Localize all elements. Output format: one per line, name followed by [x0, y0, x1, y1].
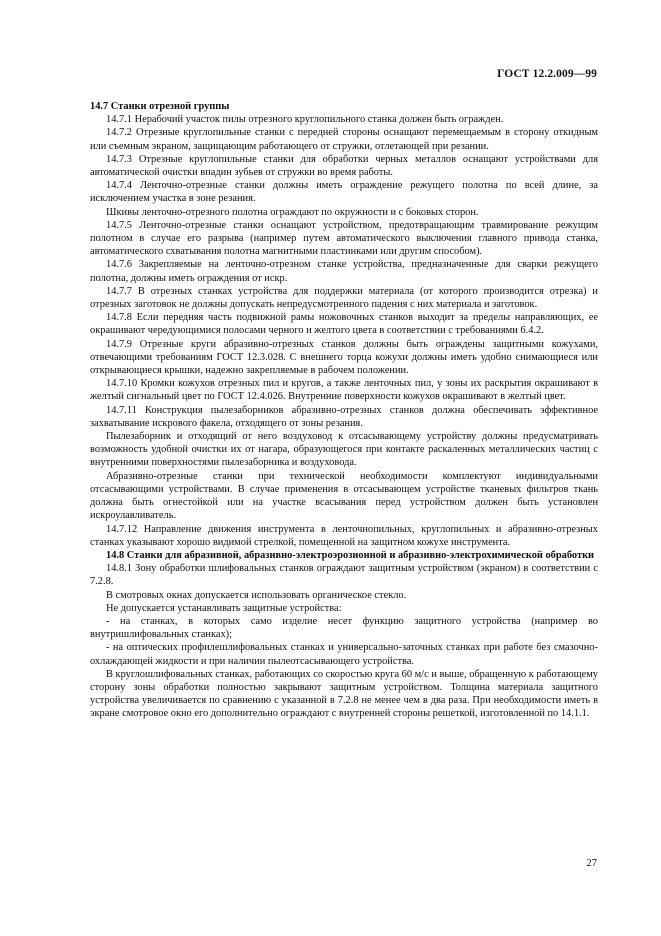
standard-code-header: ГОСТ 12.2.009—99 [497, 68, 597, 80]
list-item-internal-grinding: - на станках, в которых само изделие несет функцию защитного устройства (например во внутришлифовальных станках); [90, 615, 598, 641]
paragraph-14-7-1: 14.7.1 Нерабочий участок пилы отрезного круглопильного станка должен быть огражден. [106, 114, 504, 126]
paragraph-14-7-11: 14.7.11 Конструкция пылезаборников абразивно-отрезных станков должна обеспечивать эффективное захватывание искрового факела, отходящего от зоны резания. [90, 404, 598, 429]
paragraph-14-7-8: 14.7.8 Если передняя часть подвижной рамы ножовочных станков выходит за пределы направляющих, ее окрашивают чередующимися полосами черного и желтого цвета в соответствии с требованиями 6.4.2. [90, 312, 598, 337]
paragraph-14-7-4-pulleys: Шкивы ленточно-отрезного полотна ограждают по окружности и с боковых сторон. [106, 206, 479, 218]
paragraph-14-7-7: 14.7.7 В отрезных станках устройства для поддержки материала (от которого производится отрезка) и отрезных заготовок не должны допускать непредусмотренного падения с них материала и заготовок. [90, 285, 598, 311]
paragraph-14-7-10: 14.7.10 Кромки кожухов отрезных пил и кругов, а также ленточных пил, у зоны их раскрытия окрашивают в желтый сигнальный цвет по ГОСТ 12.4.026. Внутренние поверхности кожухов окрашивают в желтый цвет. [90, 378, 598, 403]
paragraph-14-7-5: 14.7.5 Ленточно-отрезные станки оснащают устройством, предотвращающим травмирование режущим полотном в случае его разрыва (например путем автоматического выключения главного привода станка, автоматического схватывания полотна магнитными пластинками или другим способом). [90, 219, 598, 258]
paragraph-14-7-12: 14.7.12 Направление движения инструмента в ленточнопильных, круглопильных и абразивно-отрезных станках указывают хорошо видимой стрелкой, помещенной на защитном кожухе инструмента. [90, 523, 598, 548]
paragraph-14-7-6: 14.7.6 Закрепляемые на ленточно-отрезном станке устройства, предназначенные для сварки режущего полотна, должны иметь ограждения от искр. [90, 259, 598, 284]
paragraph-14-7-11-dust-collector: Пылезаборник и отходящий от него воздуховод к отсасывающему устройству должны предусматривать возможность удобной очистки их от нагара, образующегося при контакте раскаленных металлических частиц с внутренними поверхностями пылезаборника и воздуховода. [90, 431, 598, 469]
section-14-7-title [90, 100, 598, 113]
paragraph-14-7-4: 14.7.4 Ленточно-отрезные станки должны иметь ограждение режущего полотна по всей длине, за исключением участка в зоне резания. [90, 180, 598, 205]
paragraph-14-8-1-not-allowed: Не допускается устанавливать защитные устройства: [106, 602, 342, 614]
document-body [90, 100, 598, 721]
paragraph-14-8-1: 14.8.1 Зону обработки шлифовальных станков ограждают защитным устройством (экраном) в соответствии с 7.2.8. [90, 563, 598, 588]
paragraph-14-7-3: 14.7.3 Отрезные круглопильные станки для обработки черных металлов оснащают устройствами для автоматической очистки впадин зубьев от стружки во время работы. [90, 153, 598, 179]
paragraph-14-7-11-suction: Абразивно-отрезные станки при технической необходимости комплектуют индивидуальными отсасывающими устройствами. В случае применения в отсасывающем устройстве тканевых фильтров ткань должна быть огнестойкой или на участке всасывания перед устройством должен быть установлен искроулавливатель. [90, 470, 598, 522]
section-title: 14.7 Станки отрезной группы [90, 101, 230, 112]
section-14-8-title: 14.8 Станки для абразивной, абразивно-электроэрозионной и абразивно-электрохимической обработки [106, 549, 595, 561]
paragraph-14-7-2: 14.7.2 Отрезные круглопильные станки с передней стороны оснащают перемещаемым в сторону откидным или съемным экраном, защищающим работающего от стружки, отлетающей при резании. [90, 127, 598, 152]
page-number: 27 [586, 858, 597, 869]
paragraph-14-8-1-windows: В смотровых окнах допускается использовать органическое стекло. [106, 589, 407, 601]
paragraph-14-7-9: 14.7.9 Отрезные круги абразивно-отрезных станков должны быть ограждены защитными кожухами, отвечающими требованиям ГОСТ 12.3.028. С внешнего торца кожухи должны иметь удобно снимающиеся или открывающиеся крышки, надежно закрепляемые в рабочем положении. [90, 338, 598, 377]
list-item-optical-grinding: - на оптических профилешлифовальных станках и универсально-заточных станках при работе без смазочно-охлаждающей жидкости и при наличии пылеотсасывающего устройства. [90, 642, 598, 667]
paragraph-14-8-1-cylindrical: В круглошлифовальных станках, работающих со скоростью круга 60 м/с и выше, обращенную к работающему сторону зоны обработки полностью закрывают защитным устройством. Толщина материала защитного устройства увеличивается по сравнению с указанной в 7.2.8 не менее чем в два раза. При необходимости иметь в экране смотровое окно его дополнительно ограждают с внутренней стороны решеткой, изготовленной по 14.1.1. [90, 668, 598, 720]
